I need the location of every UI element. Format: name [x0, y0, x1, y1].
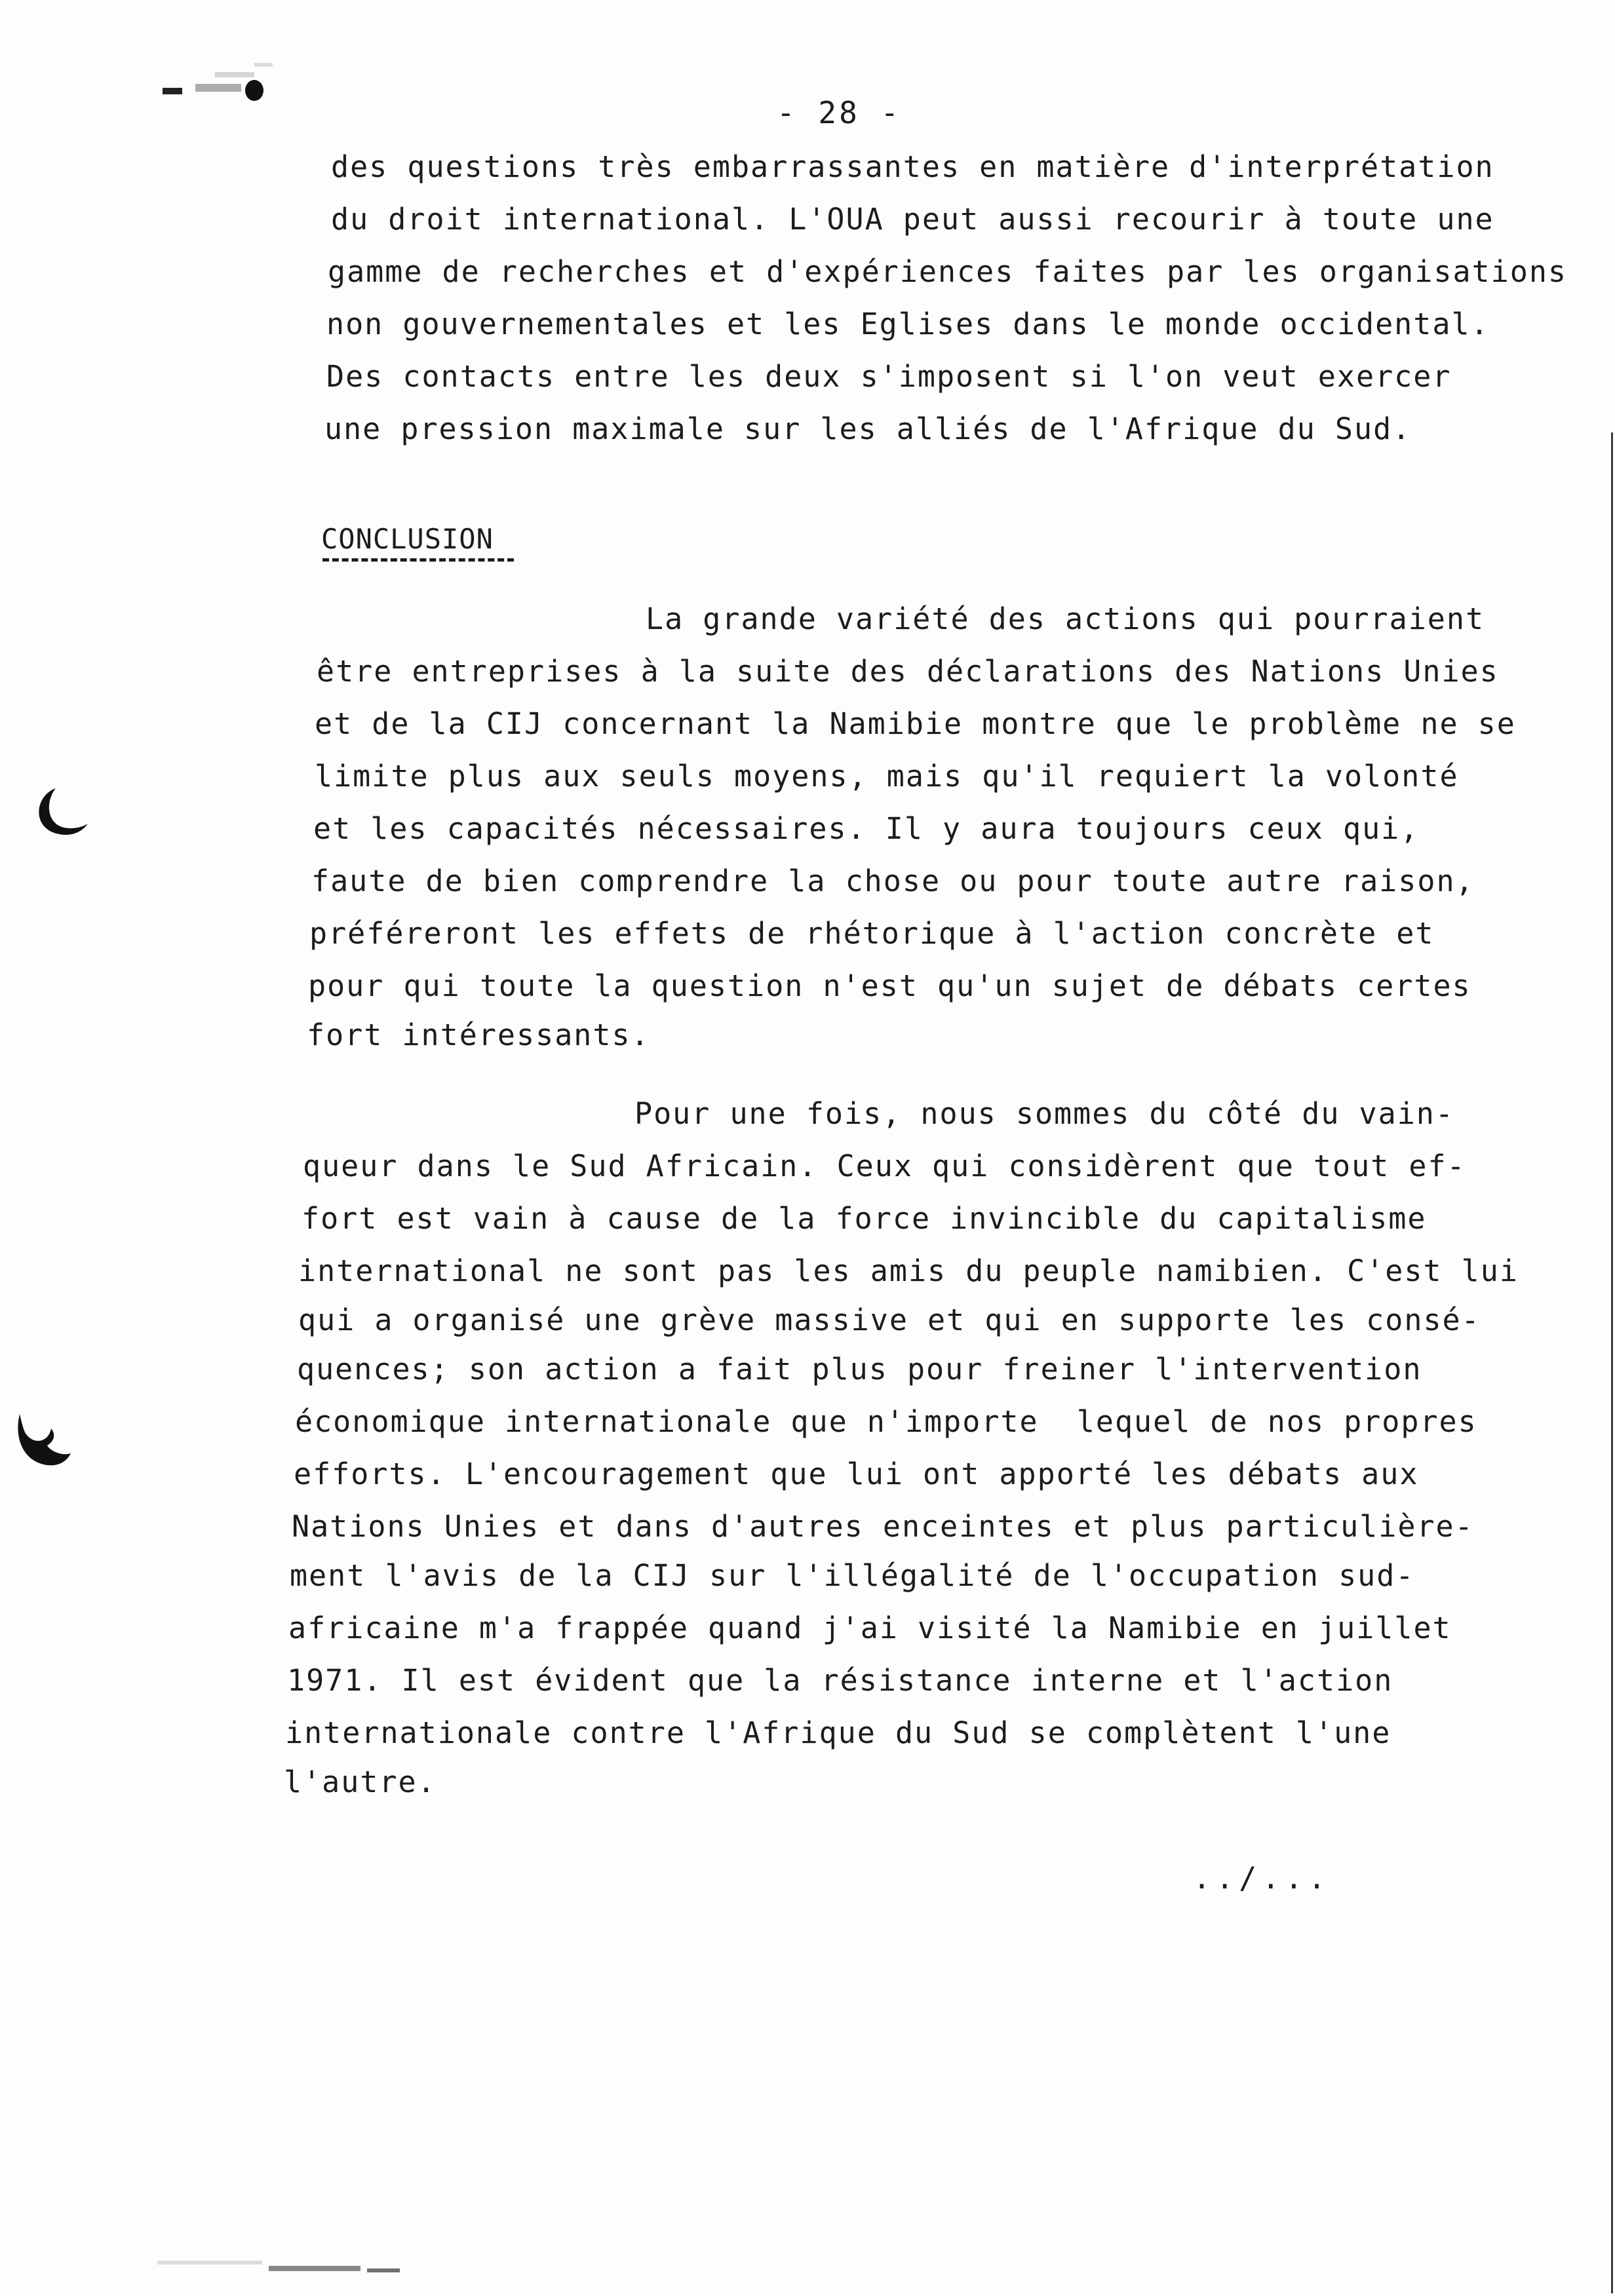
paragraph-line: l'autre.: [284, 1765, 437, 1799]
paragraph-line: international ne sont pas les amis du peuple namibien. C'est lui: [298, 1253, 1519, 1288]
paragraph-line: et les capacités nécessaires. Il y aura toujours ceux qui,: [313, 811, 1420, 846]
paragraph-line: queur dans le Sud Africain. Ceux qui considèrent que tout ef-: [303, 1149, 1466, 1183]
paragraph-line: préféreront les effets de rhétorique à l'action concrète et: [309, 916, 1435, 951]
heading-underline: [322, 558, 514, 562]
continuation-marker: ../...: [1193, 1861, 1331, 1896]
paragraph-line: ment l'avis de la CIJ sur l'illégalité de l'occupation sud-: [290, 1558, 1415, 1593]
paragraph-line: pour qui toute la question n'est qu'un sujet de débats certes: [308, 968, 1471, 1003]
paragraph-line: internationale contre l'Afrique du Sud se complètent l'une: [285, 1715, 1391, 1750]
intro-line: du droit international. L'OUA peut aussi recourir à toute une: [331, 202, 1494, 237]
paragraph-line: Nations Unies et dans d'autres enceintes et plus particulière-: [292, 1509, 1474, 1544]
paragraph-line: faute de bien comprendre la chose ou pour toute autre raison,: [311, 864, 1475, 898]
paragraph-line: africaine m'a frappée quand j'ai visité la Namibie en juillet: [288, 1611, 1452, 1645]
intro-line: des questions très embarrassantes en matière d'interprétation: [331, 149, 1494, 184]
intro-line: gamme de recherches et d'expériences faites par les organisations: [328, 254, 1567, 289]
punch-hole-bottom-icon: [8, 1409, 80, 1474]
paragraph-line: qui a organisé une grève massive et qui en supporte les consé-: [298, 1303, 1481, 1337]
paragraph-line: efforts. L'encouragement que lui ont apporté les débats aux: [294, 1457, 1419, 1491]
paragraph-line: être entreprises à la suite des déclarations des Nations Unies: [317, 654, 1499, 689]
page-number: - 28 -: [777, 95, 902, 130]
intro-line: Des contacts entre les deux s'imposent si l'on veut exercer: [326, 359, 1452, 394]
section-heading: CONCLUSION: [321, 523, 494, 555]
paragraph-line: fort intéressants.: [307, 1018, 650, 1052]
paragraph-line: La grande variété des actions qui pourraient: [646, 602, 1485, 636]
paragraph-line: et de la CIJ concernant la Namibie montre que le problème ne se: [315, 706, 1516, 741]
intro-line: une pression maximale sur les alliés de l'Afrique du Sud.: [324, 411, 1412, 446]
paragraph-line: Pour une fois, nous sommes du côté du vain-: [634, 1096, 1454, 1131]
paragraph-line: fort est vain à cause de la force invincible du capitalisme: [302, 1201, 1427, 1236]
paragraph-line: limite plus aux seuls moyens, mais qu'il requiert la volonté: [315, 759, 1459, 794]
paragraph-line: quences; son action a fait plus pour freiner l'intervention: [297, 1352, 1422, 1387]
punch-hole-top-icon: [20, 783, 92, 842]
paragraph-line: économique internationale que n'importe lequel de nos propres: [295, 1404, 1477, 1439]
page-edge: [1611, 432, 1613, 2293]
paragraph-line: 1971. Il est évident que la résistance interne et l'action: [287, 1663, 1393, 1698]
intro-line: non gouvernementales et les Eglises dans le monde occidental.: [326, 307, 1490, 341]
scan-smudge-bottom-icon: [157, 2254, 406, 2280]
scan-smudge-icon: [156, 59, 281, 108]
